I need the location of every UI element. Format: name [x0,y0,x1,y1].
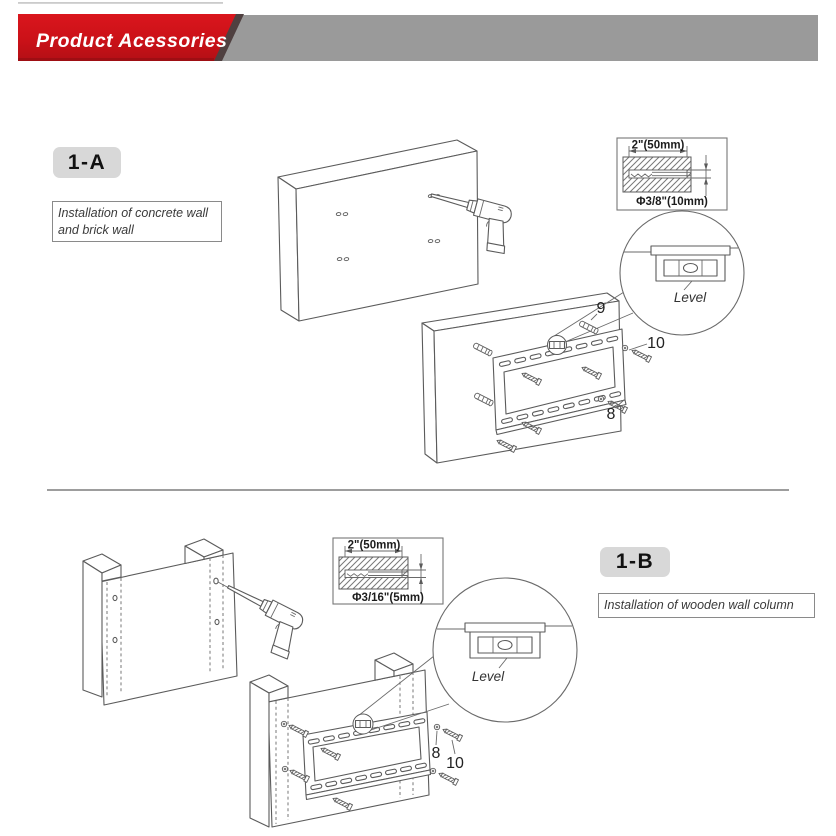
description-line-1: Installation of concrete wall [58,206,209,220]
description-line-2: and brick wall [58,222,134,237]
part-number-9: 9 [596,300,606,317]
section-badge-1b: 1-B [600,547,670,577]
hole-width-label-a: 2"(50mm) [631,139,685,152]
ribbon-bottom-edge [18,58,214,61]
part-number-10: 10 [647,335,665,352]
wooden-stud-wall-drawing [83,539,237,705]
page-title: Product Acessories [36,30,228,52]
page-header-banner [18,2,818,61]
concrete-wall-drawing [278,140,478,321]
part-number-8: 8 [431,745,441,762]
part-number-8: 8 [606,406,616,423]
hole-width-label-b: 2"(50mm) [347,539,401,552]
hole-detail-box-a [617,138,727,210]
hole-detail-box-b [333,538,443,604]
section-badge-1a: 1-A [53,147,121,178]
hole-diameter-label-a: Φ3/8"(10mm) [636,196,708,208]
level-detail-a [620,211,744,335]
top-accent-line [18,2,223,4]
section-description-1b: Installation of wooden wall column [598,593,815,618]
level-label-a: Level [673,290,707,305]
level-label-b: Level [471,669,505,684]
part-number-10: 10 [446,755,464,772]
section-description-1a [52,201,222,242]
diagram-1b [83,538,577,827]
hole-diameter-label-b: Φ3/16"(5mm) [352,592,424,604]
diagram-1a [278,138,744,463]
level-detail-b [433,578,577,722]
